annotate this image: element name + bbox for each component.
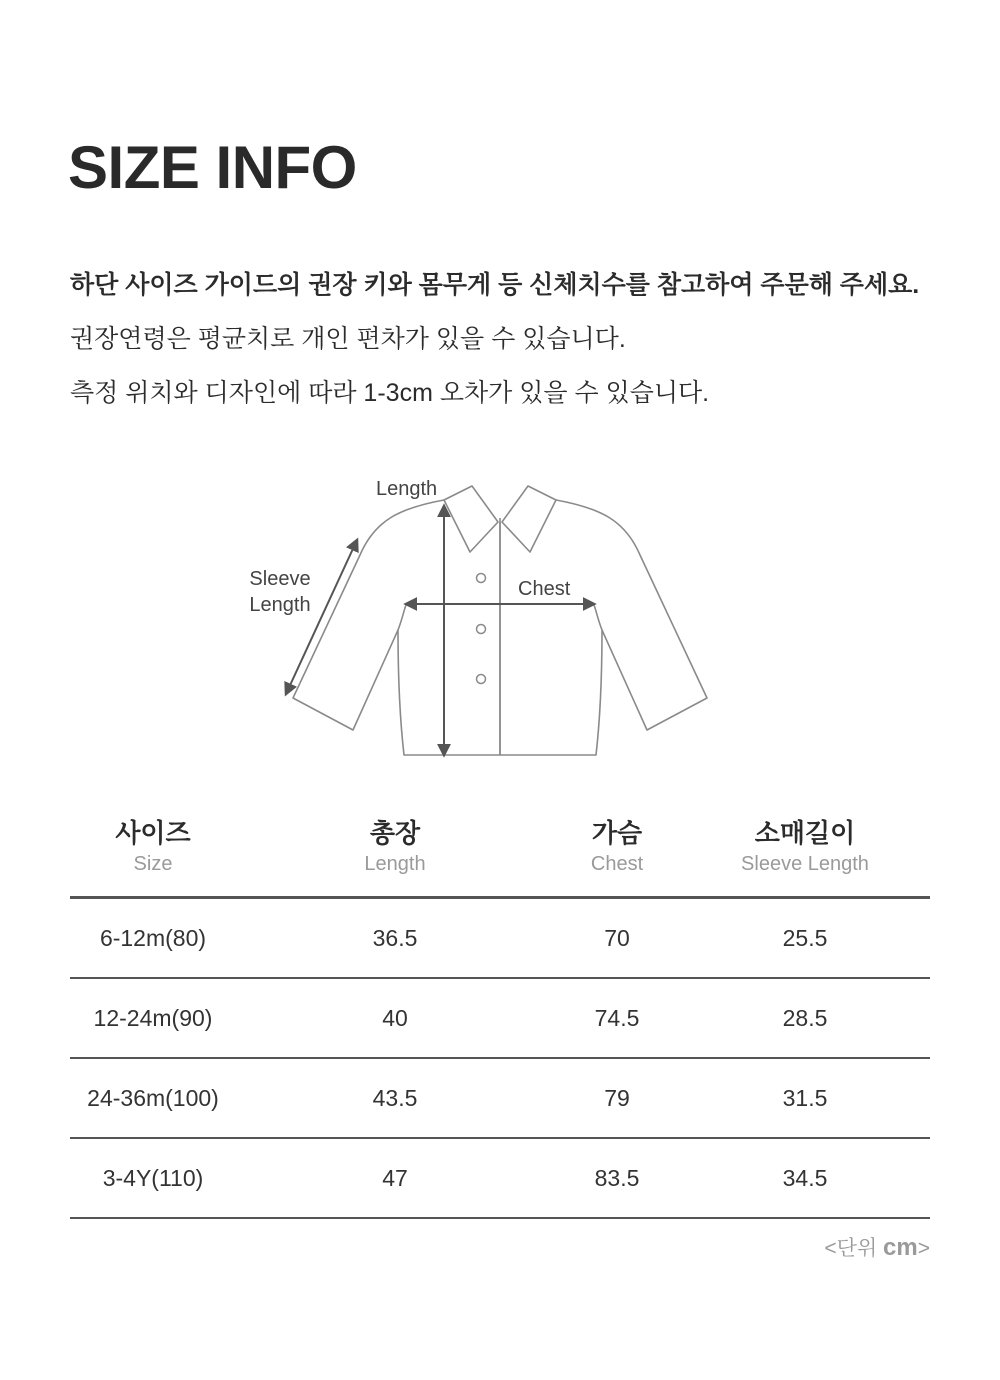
length-label: Length	[376, 478, 438, 500]
notes	[70, 258, 919, 420]
cell-sleeve-length: 31.5	[680, 1058, 930, 1138]
cell-sleeve-length: 28.5	[680, 978, 930, 1058]
unit-note-value: cm	[883, 1234, 918, 1261]
cell-chest: 83.5	[554, 1138, 680, 1218]
sleeve-label-line2: Length	[249, 594, 311, 616]
header-length-ko: 총장	[369, 818, 421, 848]
cell-chest: 79	[554, 1058, 680, 1138]
button-1	[477, 574, 486, 583]
chest-label: Chest	[518, 578, 571, 600]
cell-size: 24-36m(100)	[70, 1058, 236, 1138]
table-row	[70, 898, 930, 979]
header-sleeve-length	[680, 800, 930, 898]
header-chest-ko: 가슴	[591, 818, 643, 848]
page-title: SIZE INFO	[68, 134, 357, 201]
header-size-en: Size	[133, 853, 173, 875]
cell-length: 43.5	[236, 1058, 554, 1138]
unit-note-suffix: >	[917, 1237, 930, 1260]
header-chest-en: Chest	[590, 853, 644, 875]
header-chest	[554, 800, 680, 898]
measurement-arrows	[286, 506, 594, 755]
table-row	[70, 978, 930, 1058]
cell-chest: 70	[554, 898, 680, 979]
cell-length: 36.5	[236, 898, 554, 979]
table-row	[70, 1058, 930, 1138]
cell-size: 6-12m(80)	[70, 898, 236, 979]
header-length	[236, 800, 554, 898]
header-size-ko: 사이즈	[115, 818, 191, 848]
note-measurement-error: 측정 위치와 디자인에 따라 1-3cm 오차가 있을 수 있습니다.	[70, 379, 710, 407]
table-header-row	[70, 800, 930, 898]
button-2	[477, 625, 486, 634]
jacket-outline	[293, 486, 707, 755]
note-age-deviation: 권장연령은 평균치로 개인 편차가 있을 수 있습니다.	[70, 325, 626, 353]
unit-note	[824, 1232, 930, 1262]
buttons	[477, 574, 486, 684]
header-sleeve-length-ko: 소매길이	[754, 818, 856, 848]
cell-sleeve-length: 34.5	[680, 1138, 930, 1218]
header-length-en: Length	[364, 853, 426, 875]
cell-size: 3-4Y(110)	[70, 1138, 236, 1218]
header-size	[70, 800, 236, 898]
cell-size: 12-24m(90)	[70, 978, 236, 1058]
jacket-measurement-diagram	[0, 460, 1000, 780]
header-sleeve-length-en: Sleeve Length	[741, 853, 869, 875]
size-table	[70, 800, 930, 1219]
cell-length: 47	[236, 1138, 554, 1218]
cell-sleeve-length: 25.5	[680, 898, 930, 979]
table-row	[70, 1138, 930, 1218]
button-3	[477, 675, 486, 684]
cell-length: 40	[236, 978, 554, 1058]
unit-note-prefix: <단위	[824, 1237, 884, 1260]
cell-chest: 74.5	[554, 978, 680, 1058]
sleeve-label-line1: Sleeve	[249, 568, 311, 590]
sleeve-length-arrow	[286, 540, 357, 694]
note-order-guide: 하단 사이즈 가이드의 권장 키와 몸무게 등 신체치수를 참고하여 주문해 주세요.	[70, 271, 920, 299]
